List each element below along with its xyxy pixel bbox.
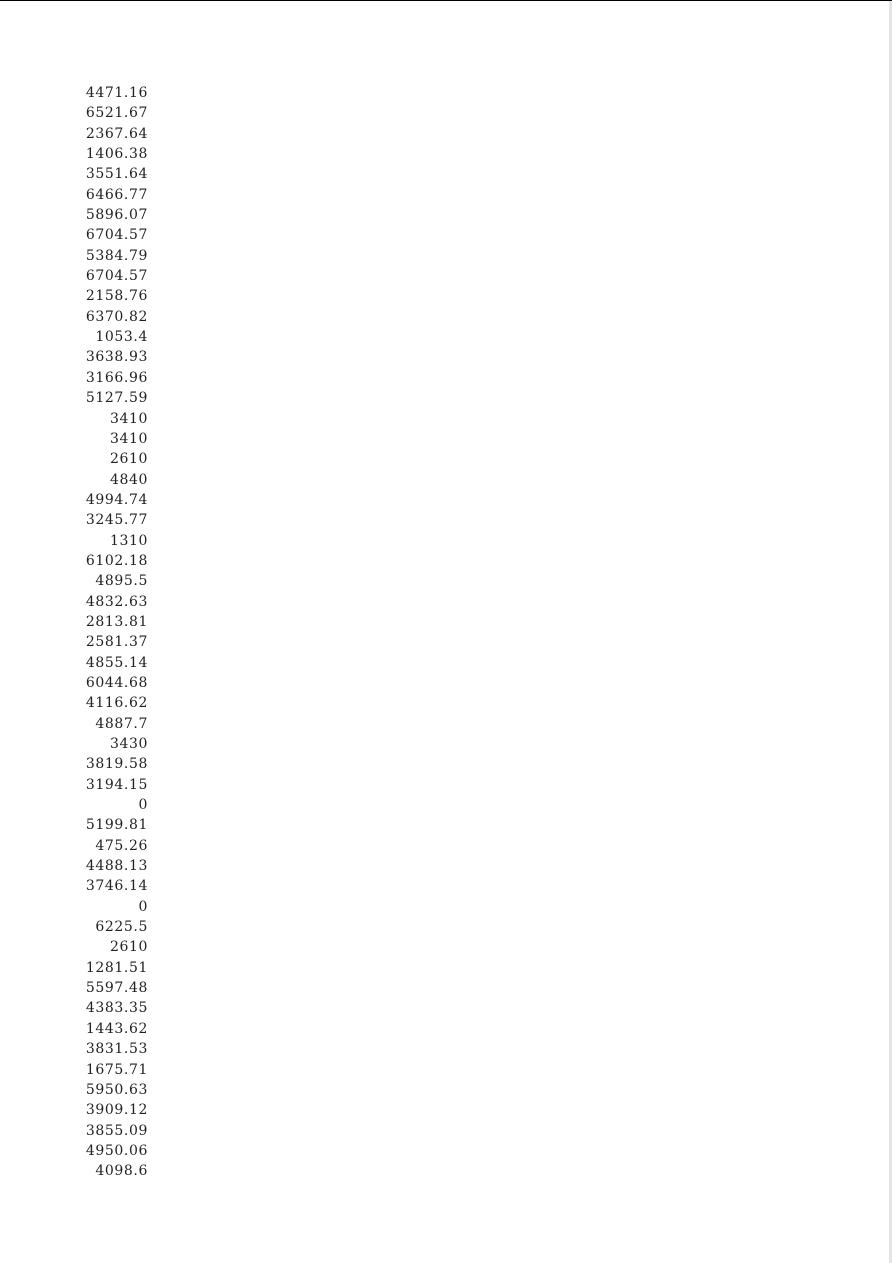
value-cell: 4855.14 [85,654,148,671]
value-column [40,83,148,1182]
value-cell: 3245.77 [85,512,148,529]
value-cell: 0 [138,898,148,915]
value-cell: 1281.51 [85,959,148,976]
value-cell: 5384.79 [85,247,148,264]
value-cell: 0 [138,797,148,814]
value-cell: 2610 [109,451,148,468]
value-cell: 475.26 [95,837,148,854]
value-cell: 1310 [109,532,148,549]
value-cell: 6044.68 [85,674,148,691]
value-cell: 4116.62 [85,695,148,712]
value-cell: 6466.77 [85,186,148,203]
value-cell: 4488.13 [85,858,148,875]
value-cell: 6521.67 [85,105,148,122]
value-cell: 3410 [109,410,148,427]
value-cell: 5950.63 [85,1081,148,1098]
value-cell: 6704.57 [85,227,148,244]
value-cell: 3819.58 [85,756,148,773]
value-cell: 4098.6 [95,1163,148,1180]
value-cell: 1675.71 [85,1061,148,1078]
value-cell: 4994.74 [85,491,148,508]
value-cell: 3855.09 [85,1122,148,1139]
value-cell: 4895.5 [95,573,148,590]
value-cell: 3410 [109,430,148,447]
value-cell: 2367.64 [85,125,148,142]
value-cell: 1443.62 [85,1020,148,1037]
value-cell: 3909.12 [85,1102,148,1119]
value-cell: 4887.7 [95,715,148,732]
value-cell: 3194.15 [85,776,148,793]
value-cell: 5199.81 [85,817,148,834]
value-cell: 2610 [109,939,148,956]
value-cell: 4471.16 [85,85,148,101]
value-cell: 5597.48 [85,980,148,997]
value-cell: 4840 [109,471,148,488]
value-cell: 3551.64 [85,166,148,183]
value-cell: 5127.59 [85,390,148,407]
value-cell: 4383.35 [85,1000,148,1017]
value-cell: 3430 [109,736,148,752]
value-cell: 2581.37 [85,634,148,651]
value-cell: 6370.82 [85,308,148,325]
value-cell: 2158.76 [85,288,148,305]
value-cell: 4832.63 [85,593,148,610]
value-cell: 6225.5 [95,919,148,936]
value-cell: 3746.14 [85,878,148,895]
value-cell: 4950.06 [85,1142,148,1159]
value-cell: 6704.57 [85,268,148,285]
value-cell: 5896.07 [85,207,148,224]
value-cell: 6102.18 [85,552,148,569]
value-cell: 1406.38 [85,146,148,163]
value-cell: 1053.4 [95,329,148,346]
value-cell: 3166.96 [85,369,148,386]
value-cell: 2813.81 [85,613,148,630]
value-cell: 3638.93 [85,349,148,366]
value-cell: 3831.53 [85,1041,148,1058]
